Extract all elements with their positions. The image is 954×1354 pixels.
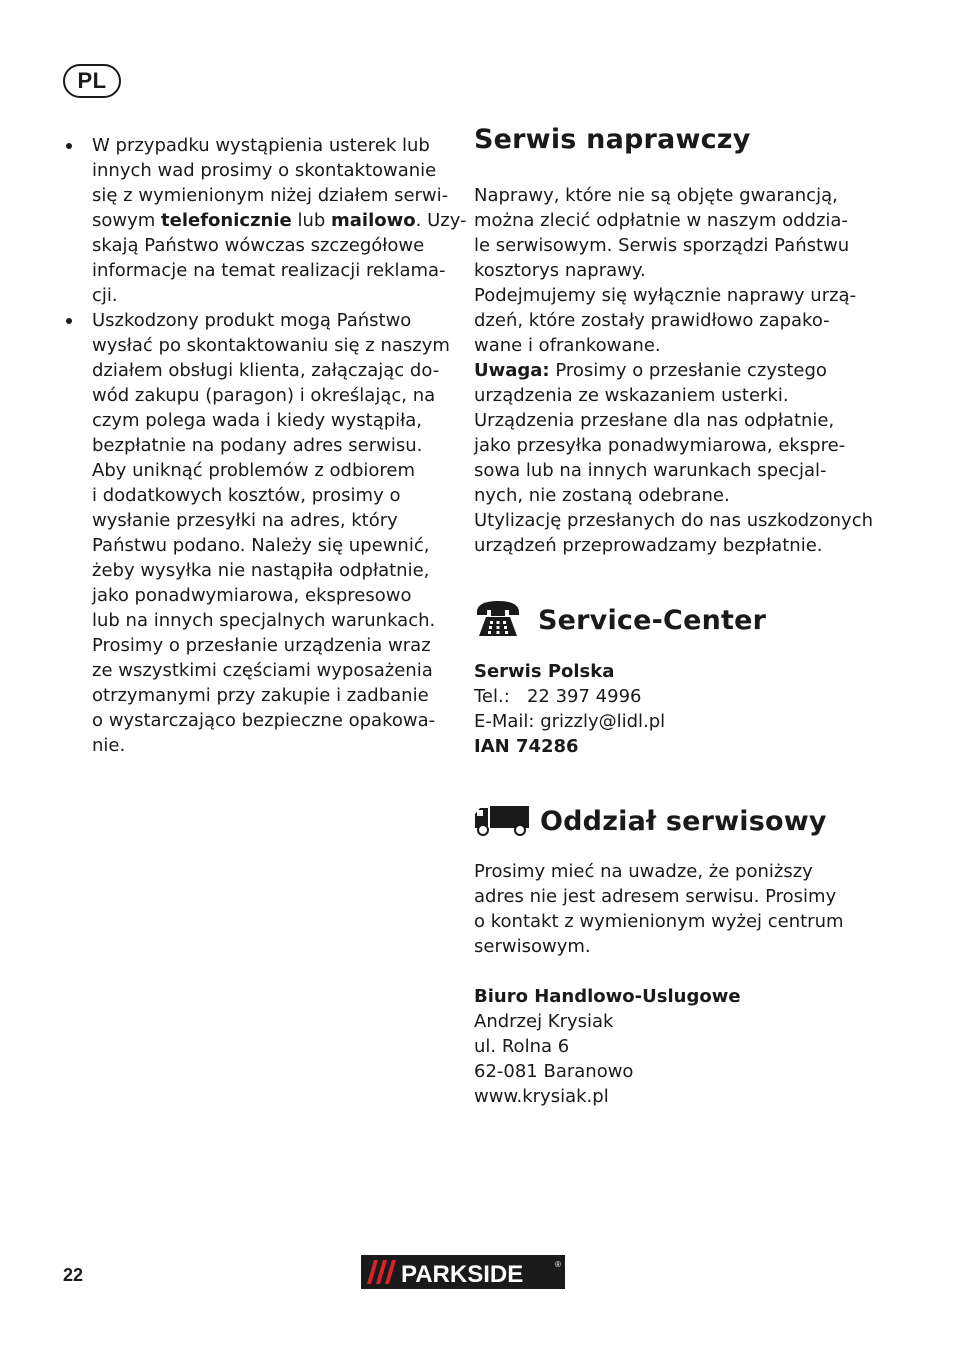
text-line — [92, 208, 467, 233]
postal-city: 62-081 Baranowo — [474, 1061, 634, 1082]
text-line: nych, nie zostaną odebrane. — [474, 485, 730, 506]
text-line: le serwisowym. Serwis sporządzi Państwu — [474, 235, 850, 256]
page-number: 22 — [63, 1265, 84, 1285]
street-address: ul. Rolna 6 — [474, 1036, 570, 1057]
bold-mail-word: mailowo — [331, 210, 416, 231]
text-line: i dodatkowych kosztów, prosimy o — [92, 485, 401, 506]
text-fragment: lub — [291, 210, 332, 231]
parkside-logo — [361, 1255, 565, 1289]
text-fragment: Prosimy o przesłanie czystego — [549, 360, 827, 381]
text-line: W przypadku wystąpienia usterek lub — [92, 135, 430, 156]
branch-notice — [474, 859, 874, 959]
repair-section-body — [474, 183, 874, 558]
text-line: bezpłatnie na podany adres serwisu. — [92, 435, 423, 456]
text-line: urządzenia ze wskazaniem usterki. — [474, 385, 789, 406]
text-line: otrzymanymi przy zakupie i zadbanie — [92, 685, 429, 706]
text-line: dzeń, które zostały prawidłowo zapako- — [474, 310, 830, 331]
service-country: Serwis Polska — [474, 661, 615, 682]
text-line: Prosimy mieć na uwadze, że poniższy — [474, 861, 813, 882]
list-item — [63, 133, 467, 308]
text-line: Aby uniknąć problemów z odbiorem — [92, 460, 416, 481]
registered-mark: ® — [555, 1260, 561, 1269]
text-line: Państwu podano. Należy się upewnić, — [92, 535, 430, 556]
service-phone: Tel.: 22 397 4996 — [474, 686, 642, 707]
logo-text: PARKSIDE — [401, 1261, 524, 1288]
bullet-list — [63, 133, 467, 758]
branch-header — [474, 800, 827, 842]
service-email: E-Mail: grizzly@lidl.pl — [474, 711, 666, 732]
text-line: sowa lub na innych warunkach specjal- — [474, 460, 827, 481]
section-heading-repair: Serwis naprawczy — [474, 124, 751, 155]
text-line: o kontakt z wymienionym wyżej centrum — [474, 911, 844, 932]
text-line: Podejmujemy się wyłącznie naprawy urzą- — [474, 285, 857, 306]
text-line: ze wszystkimi częściami wyposażenia — [92, 660, 433, 681]
text-line: wysłanie przesyłki na adres, który — [92, 510, 398, 531]
text-line: innych wad prosimy o skontaktowanie — [92, 160, 437, 181]
text-line: nie. — [92, 735, 126, 756]
text-line: Urządzenia przesłane dla nas odpłatnie, — [474, 410, 835, 431]
text-line: działem obsługi klienta, załączając do- — [92, 360, 440, 381]
note-label: Uwaga: — [474, 360, 550, 381]
service-center-header — [474, 598, 766, 642]
text-line: Utylizację przesłanych do nas uszkodzonych — [474, 510, 873, 531]
language-badge: PL — [63, 64, 121, 98]
text-fragment: sowym — [92, 210, 162, 231]
section-heading-service-center: Service-Center — [538, 604, 767, 636]
list-item — [63, 308, 453, 758]
text-line: lub na innych specjalnych warunkach. — [92, 610, 436, 631]
bold-phone-word: telefonicznie — [161, 210, 292, 231]
text-line — [474, 358, 874, 383]
text-line: jako ponadwymiarowa, ekspresowo — [92, 585, 412, 606]
text-line: żeby wysyłka nie nastąpiła odpłatnie, — [92, 560, 430, 581]
text-fragment: . Uzy- — [415, 210, 467, 231]
text-line: jako przesyłka ponadwymiarowa, ekspre- — [474, 435, 846, 456]
text-line: czym polega wada i kiedy wystąpiła, — [92, 410, 423, 431]
text-line: wane i ofrankowane. — [474, 335, 661, 356]
contact-person: Andrzej Krysiak — [474, 1011, 614, 1032]
service-center-body — [474, 659, 874, 759]
text-line: można zlecić odpłatnie w naszym oddzia- — [474, 210, 848, 231]
branch-address — [474, 984, 874, 1109]
text-line: wód zakupu (paragon) i określając, na — [92, 385, 436, 406]
ian-number: IAN 74286 — [474, 736, 579, 757]
left-column — [63, 133, 467, 758]
section-heading-branch: Oddział serwisowy — [540, 805, 827, 837]
text-line: Prosimy o przesłanie urządzenia wraz — [92, 635, 431, 656]
text-line: urządzeń przeprowadzamy bezpłatnie. — [474, 535, 823, 556]
text-line: Uszkodzony produkt mogą Państwo — [92, 310, 412, 331]
website: www.krysiak.pl — [474, 1086, 609, 1107]
truck-icon — [474, 800, 530, 842]
telephone-icon — [474, 598, 522, 642]
text-line: wysłać po skontaktowaniu się z naszym — [92, 335, 450, 356]
text-line: cji. — [92, 285, 118, 306]
company-name: Biuro Handlowo-Uslugowe — [474, 986, 741, 1007]
text-line: informacje na temat realizacji reklama- — [92, 260, 446, 281]
text-line: się z wymienionym niżej działem serwi- — [92, 185, 449, 206]
text-line: Naprawy, które nie są objęte gwarancją, — [474, 185, 838, 206]
text-line: adres nie jest adresem serwisu. Prosimy — [474, 886, 837, 907]
text-line: serwisowym. — [474, 936, 591, 957]
text-line: skają Państwo wówczas szczegółowe — [92, 235, 425, 256]
text-line: kosztorys naprawy. — [474, 260, 646, 281]
text-line: o wystarczająco bezpieczne opakowa- — [92, 710, 436, 731]
